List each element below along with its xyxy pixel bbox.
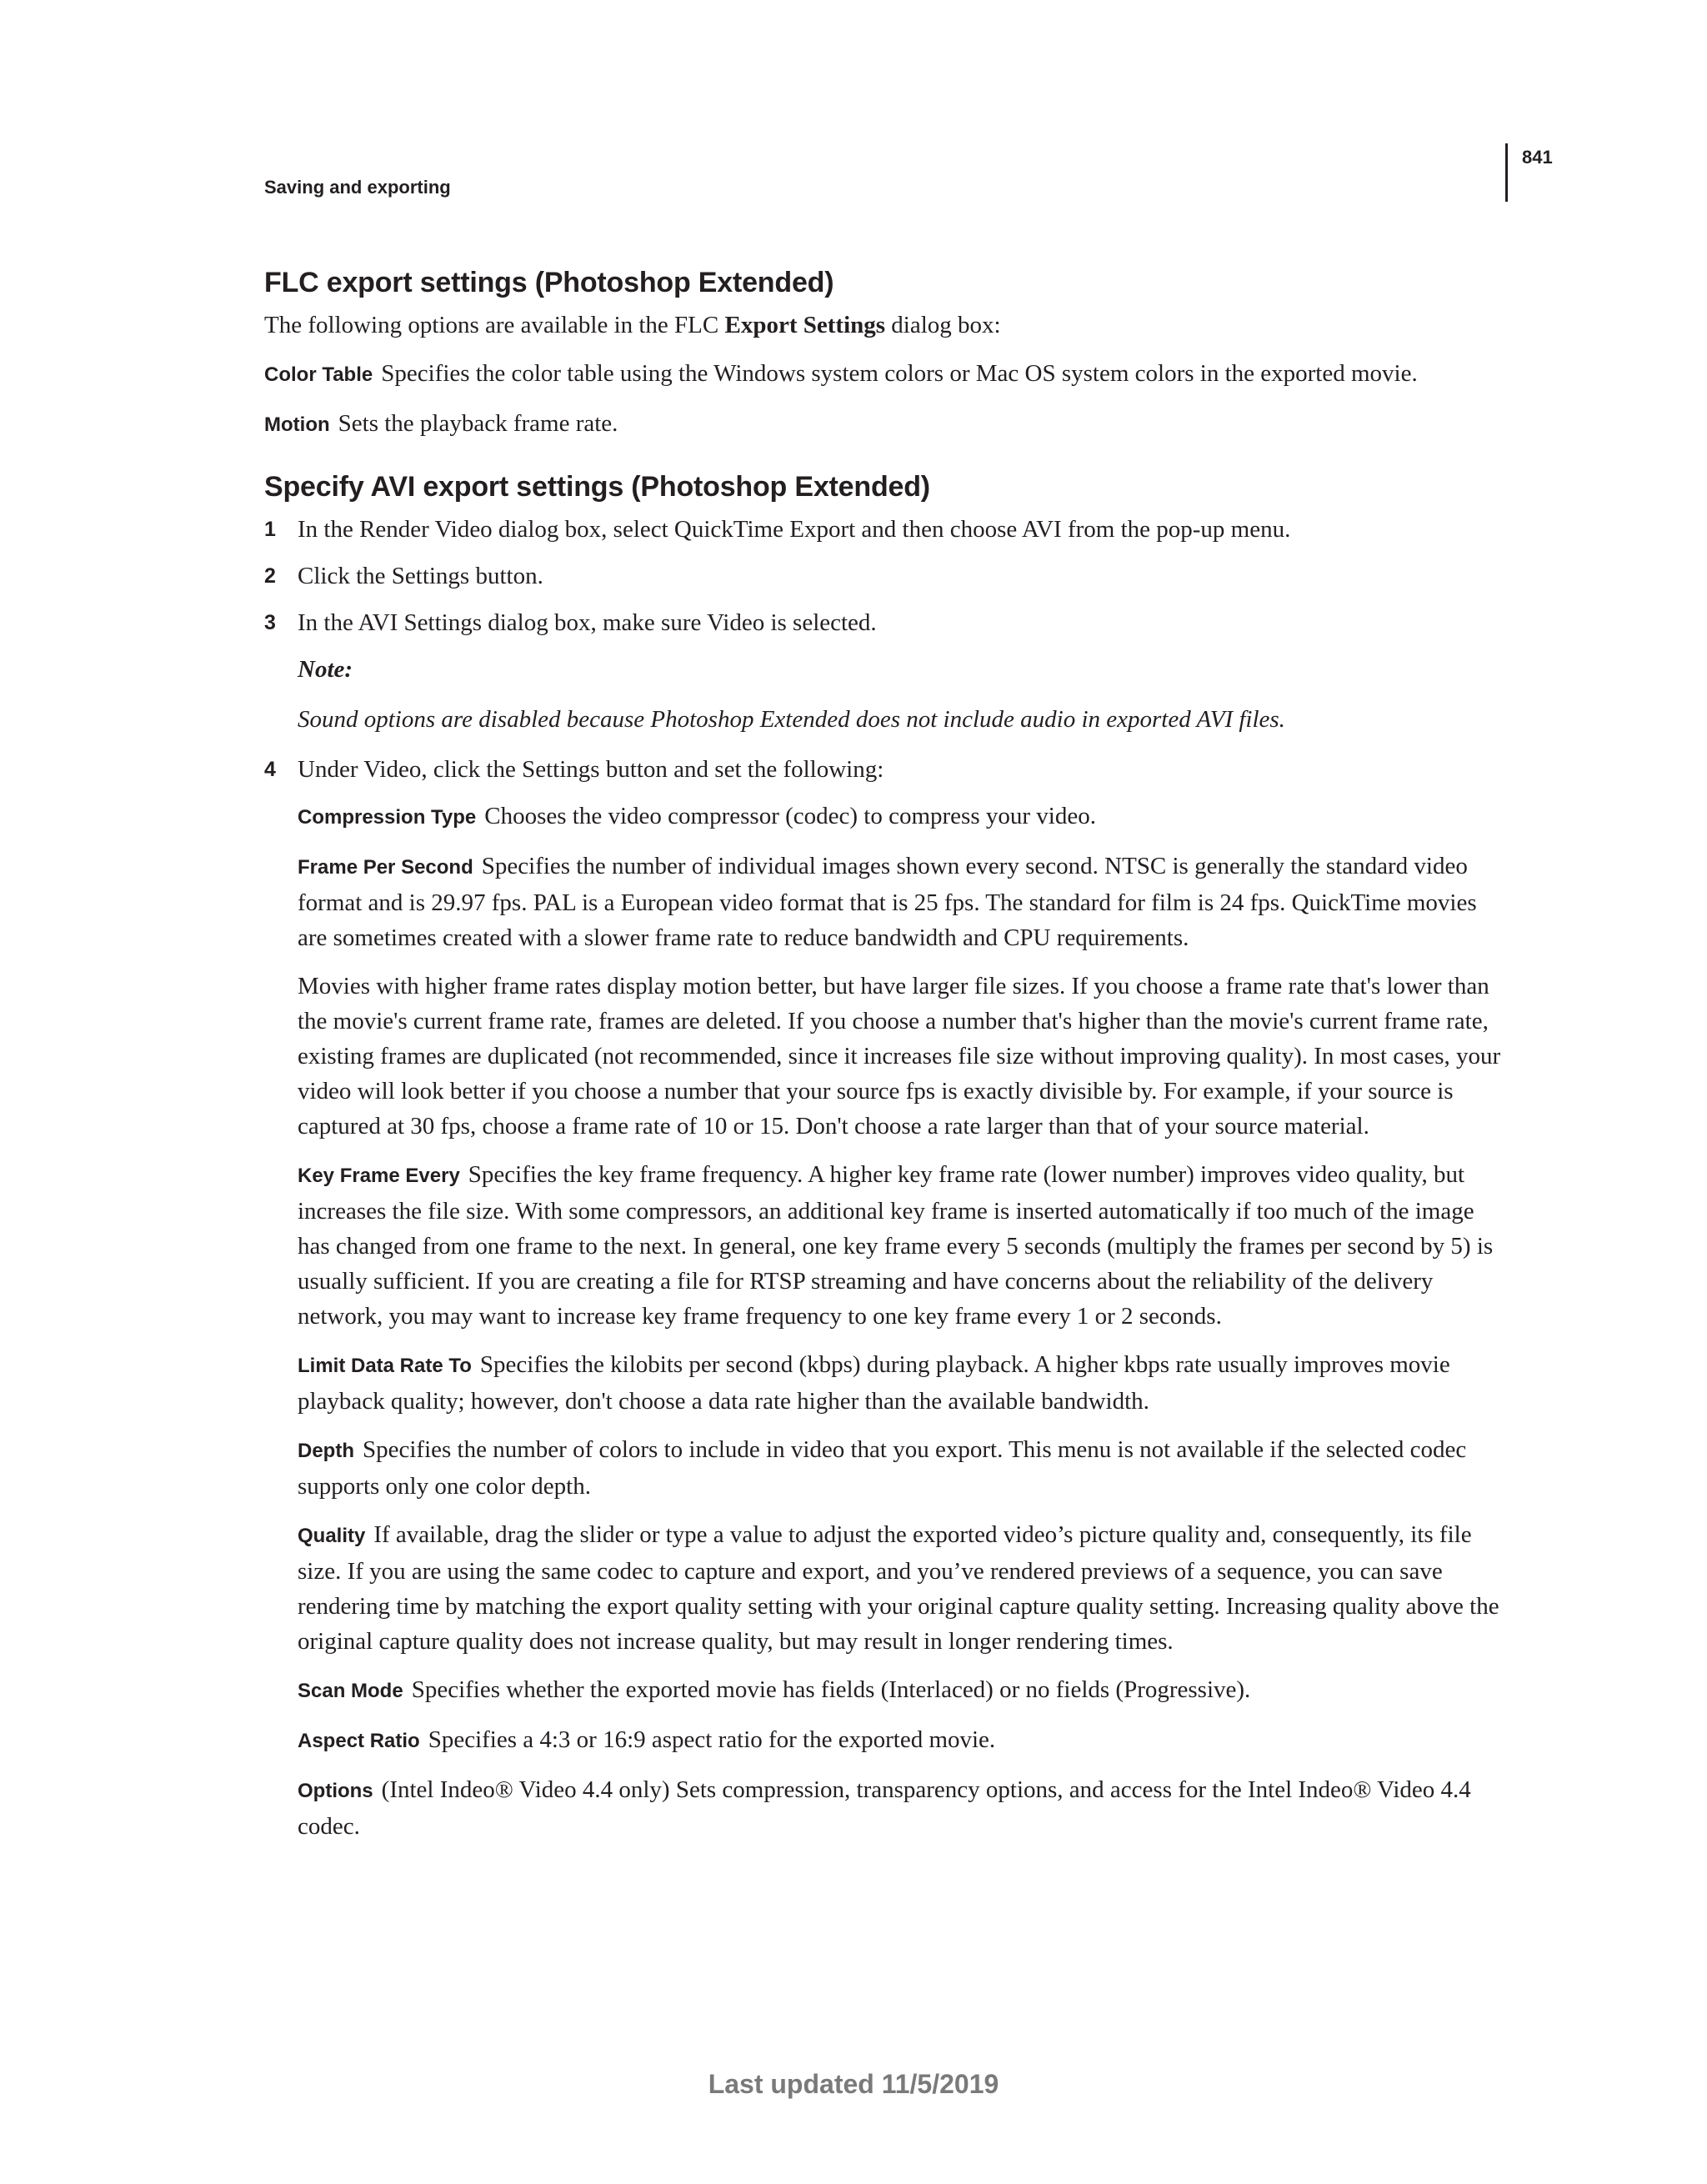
- option-term: Frame Per Second: [298, 856, 473, 879]
- option-text: Specifies the number of colors to include in video that you export. This menu is not available if the selected codec supports only one color depth.: [298, 1436, 1467, 1500]
- definition-motion: [264, 406, 1504, 443]
- section-title-avi: Specify AVI export settings (Photoshop Extended): [264, 471, 930, 503]
- section-title-flc: FLC export settings (Photoshop Extended): [264, 267, 834, 298]
- option-text: Chooses the video compressor (codec) to compress your video.: [484, 803, 1096, 829]
- step-number: 3: [264, 611, 276, 634]
- page-content: [264, 267, 1504, 1857]
- option-text: Specifies whether the exported movie has fields (Interlaced) or no fields (Progressive).: [411, 1676, 1251, 1703]
- page-number: 841: [1522, 147, 1553, 168]
- option-compression-type: [298, 799, 1504, 835]
- note-text: Sound options are disabled because Photoshop Extended does not include audio in exported AVI files.: [298, 706, 1285, 733]
- step-number: 1: [264, 518, 276, 541]
- note-label: Note:: [298, 656, 353, 683]
- step-item: [264, 605, 1504, 640]
- option-term: Compression Type: [298, 806, 477, 829]
- step-text: Click the Settings button.: [298, 563, 543, 589]
- step-item: [264, 512, 1504, 547]
- running-head: Saving and exporting: [264, 177, 451, 198]
- options-list: [298, 799, 1504, 1844]
- step-text: In the AVI Settings dialog box, make sure Video is selected.: [298, 609, 877, 636]
- intro-text-before: The following options are available in the FLC: [264, 312, 725, 338]
- option-text: Specifies the key frame frequency. A higher key frame rate (lower number) improves video quality, but increases the file size. With some compressors, an additional key frame is inserted automatically if too much of the image has changed from one frame to the next. In general, one key frame every 5 seconds (multiply the frames per second by 5) is usually sufficient. If you are creating a file for RTSP streaming and have concerns about the reliability of the delivery network, you may want to increase key frame frequency to one key frame every 1 or 2 seconds.: [298, 1161, 1494, 1330]
- option-term: Options: [298, 1780, 373, 1802]
- option-term: Depth: [298, 1440, 354, 1462]
- option-frame-rate-paragraph: Movies with higher frame rates display motion better, but have larger file sizes. If you choose a frame rate that's lower than the movie's current frame rate, frames are deleted. If you choose a number that's higher than the movie's current frame rate, existing frames are duplicated (not recommended, since it increases file size without improving quality). In most cases, your video will look better if you choose a number that your source fps is exactly divisible by. For example, if your source is captured at 30 fps, choose a frame rate of 10 or 15. Don't choose a rate larger than that of your source material.: [298, 973, 1501, 1140]
- option-term: Aspect Ratio: [298, 1730, 420, 1752]
- option-key-frame-every: [298, 1157, 1504, 1334]
- option-depth: [298, 1432, 1504, 1504]
- step-item: [264, 559, 1504, 594]
- option-text: (Intel Indeo® Video 4.4 only) Sets compression, transparency options, and access for the Intel Indeo® Video 4.4 codec.: [298, 1776, 1471, 1840]
- definition-text: Sets the playback frame rate.: [338, 410, 618, 437]
- definition-term: Motion: [264, 413, 330, 436]
- option-term: Scan Mode: [298, 1680, 403, 1702]
- option-term: Quality: [298, 1525, 366, 1547]
- option-text: If available, drag the slider or type a value to adjust the exported video’s picture quality and, consequently, its file size. If you are using the same codec to capture and export, and you’ve rendered previews of a sequence, you can save rendering time by matching the export quality setting with your original capture quality setting. Increasing quality above the original capture quality does not increase quality, but may result in longer rendering times.: [298, 1521, 1499, 1655]
- step-text: Under Video, click the Settings button and set the following:: [298, 756, 884, 783]
- option-text: Specifies a 4:3 or 16:9 aspect ratio for the exported movie.: [428, 1726, 996, 1753]
- intro-paragraph: [264, 308, 1504, 343]
- option-options: [298, 1772, 1504, 1844]
- option-frame-per-second: [298, 849, 1504, 955]
- page-number-rule: [1505, 143, 1508, 202]
- option-term: Key Frame Every: [298, 1165, 460, 1187]
- definition-color-table: [264, 356, 1504, 393]
- step-number: 2: [264, 564, 276, 588]
- intro-text-after: dialog box:: [885, 312, 1001, 338]
- option-aspect-ratio: [298, 1722, 1504, 1759]
- option-scan-mode: [298, 1672, 1504, 1709]
- last-updated-footer: Last updated 11/5/2019: [708, 2069, 999, 2099]
- definition-term: Color Table: [264, 363, 373, 386]
- option-limit-data-rate: [298, 1347, 1504, 1419]
- definition-text: Specifies the color table using the Windows system colors or Mac OS system colors in the exported movie.: [381, 360, 1418, 387]
- option-quality: [298, 1517, 1504, 1659]
- step-text: In the Render Video dialog box, select QuickTime Export and then choose AVI from the pop-up menu.: [298, 516, 1291, 543]
- step-item: [264, 752, 1504, 787]
- intro-text-bold: Export Settings: [724, 312, 886, 338]
- option-term: Limit Data Rate To: [298, 1355, 472, 1377]
- note-block: [298, 652, 1504, 737]
- step-number: 4: [264, 758, 276, 781]
- option-text: Specifies the number of individual images shown every second. NTSC is generally the standard video format and is 29.97 fps. PAL is a European video format that is 25 fps. The standard for film is 24 fps. QuickTime movies are sometimes created with a slower frame rate to reduce bandwidth and CPU requirements.: [298, 853, 1477, 951]
- option-text: Specifies the kilobits per second (kbps) during playback. A higher kbps rate usually improves movie playback quality; however, don't choose a data rate higher than the available bandwidth.: [298, 1351, 1450, 1415]
